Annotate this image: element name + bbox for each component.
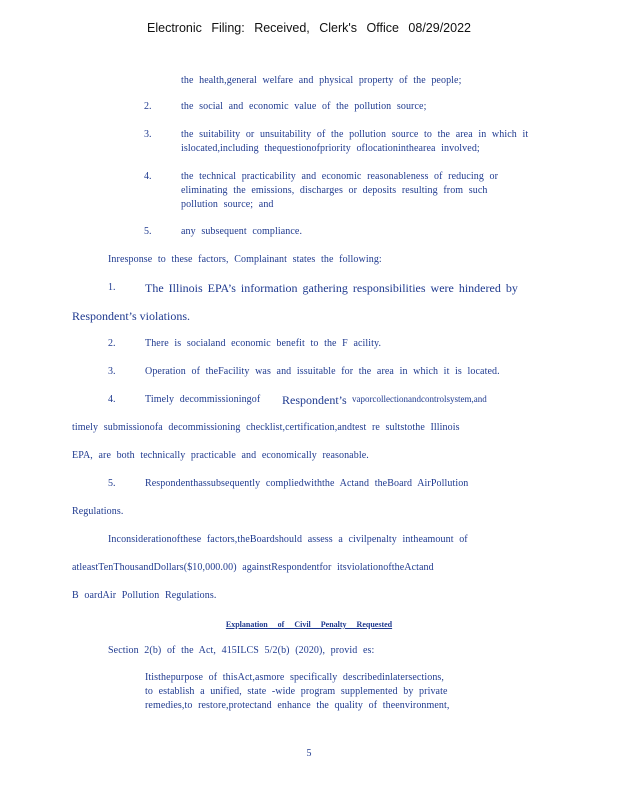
filing-stamp-header: Electronic Filing: Received, Clerk's Office 08/29/2022 — [147, 21, 471, 35]
consideration-line-3: B oardAir Pollution Regulations. — [72, 590, 217, 601]
response-intro: Inresponse to these factors, Complainant states the following: — [108, 254, 382, 265]
factor-5-text: any subsequent compliance. — [181, 226, 303, 237]
response-4-line-1c: vaporcollectionandcontrolsystem,and — [352, 394, 487, 404]
response-5-line-2: Regulations. — [72, 506, 124, 517]
response-4-line-1b: Respondent’s — [282, 393, 347, 407]
response-1-line-2: Respondent’s violations. — [72, 309, 190, 323]
response-1-line-1: The Illinois EPA’s information gathering responsibilities were hindered by — [145, 281, 518, 295]
consideration-line-2: atleastTenThousandDollars($10,000.00) againstRespondentfor itsviolationoftheActand — [72, 562, 434, 573]
response-3-text: Operation of theFacility was and issuitable for the area in which it is located. — [145, 366, 500, 377]
factor-2-number: 2. — [144, 101, 152, 112]
response-2-number: 2. — [108, 338, 116, 349]
factor-3-number: 3. — [144, 129, 152, 140]
response-5-line-1: Respondenthassubsequently compliedwiththe Actand theBoard AirPollution — [145, 478, 469, 489]
factor-3-line-2: islocated,including thequestionofpriority oflocationinthearea involved; — [181, 143, 480, 154]
response-2-text: There is socialand economic benefit to the F acility. — [145, 338, 382, 349]
response-5-number: 5. — [108, 478, 116, 489]
factor-1-continuation: the health,general welfare and physical property of the people; — [181, 75, 462, 86]
quote-line-2: to establish a unified, state -wide program supplemented by private — [145, 686, 448, 697]
section-intro: Section 2(b) of the Act, 415ILCS 5/2(b) (2020), provid es: — [108, 645, 375, 656]
factor-4-number: 4. — [144, 171, 152, 182]
response-4-line-3: EPA, are both technically practicable and economically reasonable. — [72, 450, 369, 461]
quote-line-1: Itisthepurpose of thisAct,asmore specifically describedinlatersections, — [145, 672, 445, 683]
response-4-number: 4. — [108, 394, 116, 405]
factor-4-line-3: pollution source; and — [181, 199, 274, 210]
consideration-line-1: Inconsiderationofthese factors,theBoardshould assess a civilpenalty intheamount of — [108, 534, 468, 545]
page-number: 5 — [306, 748, 312, 759]
section-heading: Explanation of Civil Penalty Requested — [225, 620, 393, 629]
response-1-number: 1. — [108, 282, 116, 293]
factor-5-number: 5. — [144, 226, 152, 237]
response-4-line-2: timely submissionofa decommissioning checklist,certification,andtest re sultstothe Illinois — [72, 422, 460, 433]
factor-4-line-2: eliminating the emissions, discharges or deposits resulting from such — [181, 185, 488, 196]
factor-2-text: the social and economic value of the pollution source; — [181, 101, 427, 112]
quote-line-3: remedies,to restore,protectand enhance the quality of theenvironment, — [145, 700, 450, 711]
response-4-line-1a: Timely decommissioningof — [145, 394, 261, 405]
factor-3-line-1: the suitability or unsuitability of the pollution source to the area in which it — [181, 129, 529, 140]
factor-4-line-1: the technical practicability and economic reasonableness of reducing or — [181, 171, 499, 182]
response-3-number: 3. — [108, 366, 116, 377]
